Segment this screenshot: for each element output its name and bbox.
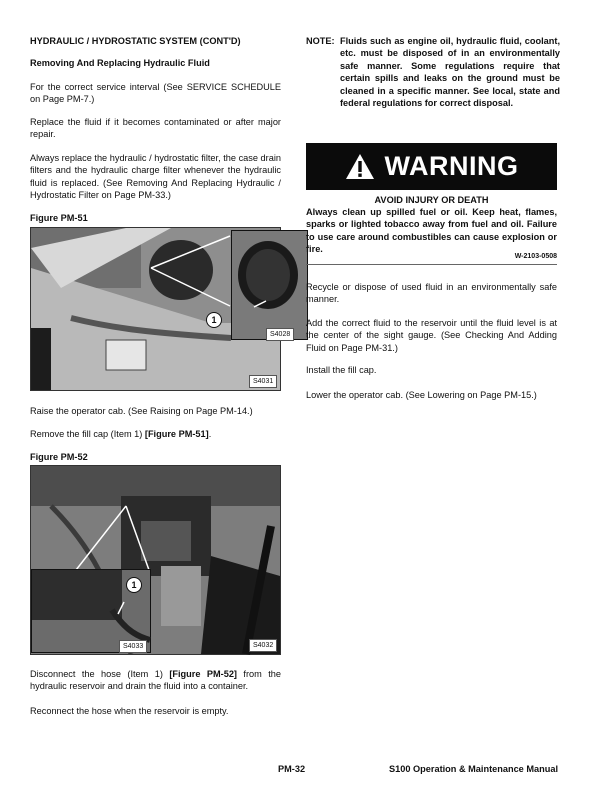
warning-divider [306, 264, 557, 265]
figure-pm52-code: S4032 [249, 639, 277, 652]
paragraph-replace-fluid: Replace the fluid if it becomes contaminated or after major repair. [30, 117, 281, 140]
paragraph-lower-cab: Lower the operator cab. (See Lowering on Page PM-15.) [306, 390, 537, 400]
note-label: NOTE: [306, 36, 335, 46]
paragraph-replace-filters: Always replace the hydraulic / hydrostatic filter, the case drain filters and the hydraulic charge filter whenever the hydraulic fluid is replaced. (See Removing And Replacing Hydraulic / Hydrostatic Filter on Page PM-33.) [30, 153, 281, 201]
figure-pm51-callout: 1 [206, 312, 222, 328]
paragraph-recycle-fluid: Recycle or dispose of used fluid in an environmentally safe manner. [306, 282, 557, 305]
paragraph-remove-fill-cap [30, 428, 281, 440]
figure-pm52-callout: 1 [126, 577, 142, 593]
warning-heading: AVOID INJURY OR DEATH [374, 195, 489, 205]
figure-pm51 [30, 227, 291, 391]
figure-pm52 [30, 465, 281, 655]
paragraph-reconnect-hose: Reconnect the hose when the reservoir is empty. [30, 706, 229, 716]
fill-cap-photo [232, 231, 307, 339]
manual-title: S100 Operation & Maintenance Manual [389, 764, 558, 774]
page-number: PM-32 [278, 764, 306, 774]
figure-pm51-inset-code: S4028 [266, 328, 294, 341]
figure-pm51-inset [231, 230, 308, 340]
disconnect-hose-end: from the hydraulic reservoir and drain the fluid into a container. [30, 669, 281, 692]
paragraph-disconnect-hose [30, 668, 281, 693]
paragraph-raise-cab: Raise the operator cab. (See Raising on Page PM-14.) [30, 406, 253, 416]
subsection-title: Removing And Replacing Hydraulic Fluid [30, 58, 210, 68]
figure-pm52-label: Figure PM-52 [30, 452, 88, 462]
section-title: HYDRAULIC / HYDROSTATIC SYSTEM (CONT'D) [30, 36, 241, 46]
warning-code: W-2103-0508 [514, 253, 557, 260]
warning-body: Always clean up spilled fuel or oil. Keep heat, flames, sparks or lighted tobacco away from fuel and oil. Failure to use care around combustibles can cause explosion or fire. [306, 207, 557, 255]
paragraph-add-fluid: Add the correct fluid to the reservoir until the fluid level is at the center of the sight gauge. (See Checking And Adding Fluid on Page PM-31.) [306, 318, 557, 353]
figure-pm51-label: Figure PM-51 [30, 213, 88, 223]
figure-pm51-code: S4031 [249, 375, 277, 388]
disconnect-hose-text: Disconnect the hose (Item 1) [30, 669, 170, 679]
figure-pm52-reference: [Figure PM-52] [169, 669, 237, 679]
paragraph-install-cap: Install the fill cap. [306, 365, 377, 375]
remove-fill-cap-end: . [208, 429, 212, 439]
figure-pm52-inset-code: S4033 [119, 640, 147, 653]
note [306, 35, 560, 109]
warning-title: WARNING [384, 151, 519, 181]
note-text: Fluids such as engine oil, hydraulic fluid, coolant, etc. must be disposed of in an environmentally safe manner. Some regulations require that certain spills and leaks on the ground must be cleaned in a specific manner. See local, state and federal regulations for correct disposal. [340, 36, 560, 109]
remove-fill-cap-text: Remove the fill cap (Item 1) [30, 429, 145, 439]
warning-banner [306, 143, 557, 190]
paragraph-service-interval: For the correct service interval (See SERVICE SCHEDULE on Page PM-7.) [30, 82, 281, 105]
warning-triangle-icon [345, 153, 375, 180]
figure-pm51-reference: [Figure PM-51] [144, 429, 209, 439]
